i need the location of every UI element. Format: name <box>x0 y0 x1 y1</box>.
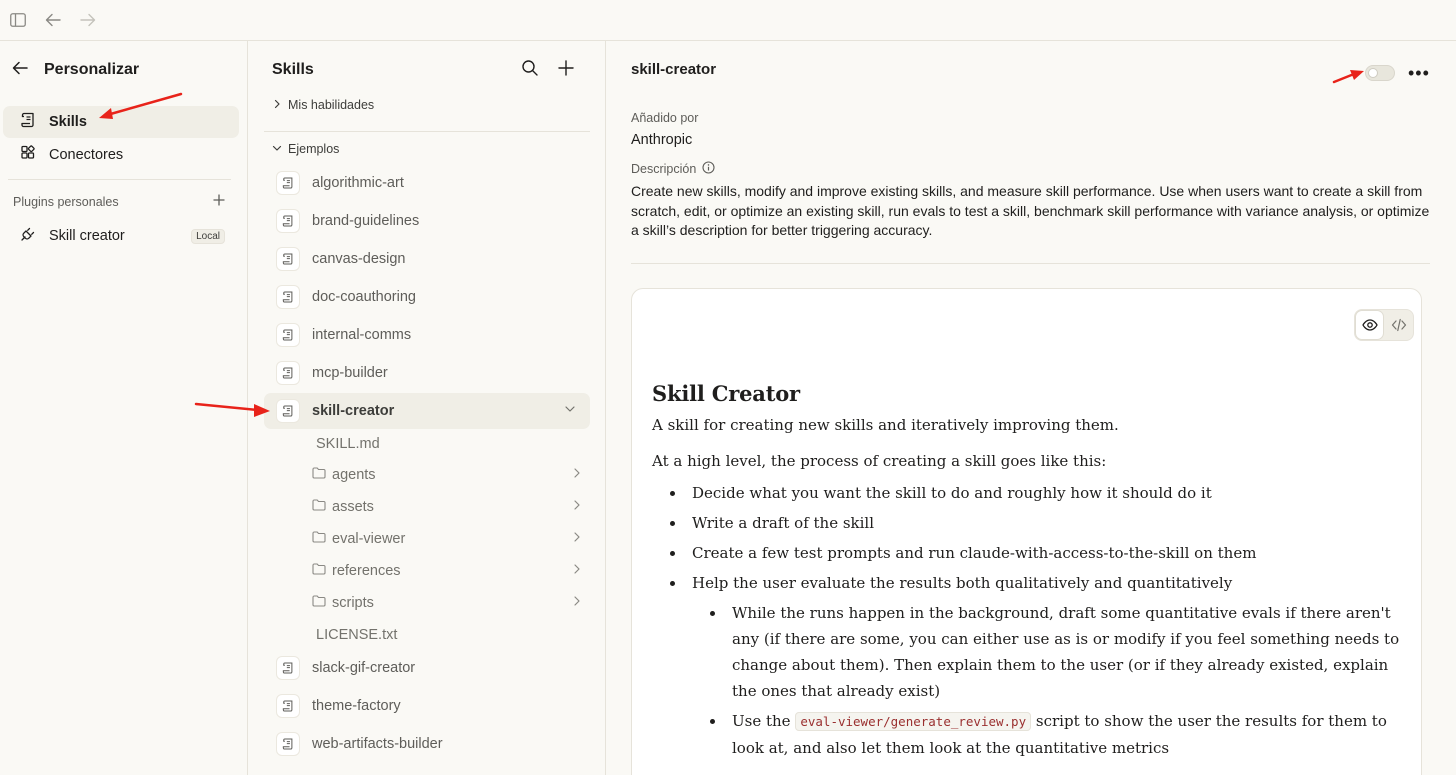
markdown-content <box>652 381 1412 765</box>
doc-process-intro: At a high level, the process of creating a skill goes like this: <box>652 452 1107 470</box>
plus-icon[interactable] <box>557 59 575 82</box>
panel-divider <box>264 131 590 132</box>
search-icon[interactable] <box>521 59 539 82</box>
skill-item[interactable] <box>264 726 590 762</box>
folder-icon <box>312 595 326 611</box>
added-by-label: Añadido por <box>631 111 699 125</box>
chevron-right-icon[interactable] <box>572 563 582 579</box>
list-item: While the runs happen in the background, draft some quantitative evals if there aren't any (if there are some, you can either use as is or modify if you feel something needs to change about them). Then explain them to the user (or if they already existed, explain the ones that already exist) <box>692 600 1412 704</box>
skill-file-icon <box>276 209 300 233</box>
folder-icon <box>312 467 326 483</box>
skill-label: theme-factory <box>312 698 401 714</box>
skill-file-icon <box>276 399 300 423</box>
folder-item[interactable] <box>312 590 582 616</box>
skill-label: brand-guidelines <box>312 213 420 229</box>
list-item-with-sublist <box>652 570 1412 761</box>
group-label: Ejemplos <box>288 142 340 156</box>
settings-sidebar <box>0 41 248 775</box>
skill-file-icon <box>276 361 300 385</box>
skill-label: web-artifacts-builder <box>312 736 443 752</box>
chevron-right-icon[interactable] <box>572 499 582 515</box>
folder-label: assets <box>332 499 374 515</box>
skill-document-preview <box>631 288 1422 775</box>
forward-arrow-icon[interactable] <box>78 10 98 30</box>
folder-item[interactable] <box>312 526 582 552</box>
skill-label: mcp-builder <box>312 365 388 381</box>
skills-panel <box>249 41 606 775</box>
sidebar-item-connectors[interactable] <box>3 139 239 171</box>
skill-item-skill-creator[interactable] <box>264 393 590 429</box>
folder-label: agents <box>332 467 376 483</box>
file-label: SKILL.md <box>316 436 380 452</box>
detail-divider <box>631 263 1430 264</box>
top-bar <box>0 0 1456 41</box>
skill-item[interactable] <box>264 279 590 315</box>
file-item[interactable] <box>312 622 582 648</box>
skill-item[interactable] <box>264 355 590 391</box>
group-mis-habilidades[interactable] <box>272 98 374 112</box>
code-icon[interactable] <box>1384 310 1413 340</box>
skill-label: algorithmic-art <box>312 175 404 191</box>
toggle-knob <box>1368 68 1378 78</box>
skill-item[interactable] <box>264 317 590 353</box>
chevron-right-icon[interactable] <box>572 467 582 483</box>
skill-file-icon <box>276 171 300 195</box>
skill-file-icon <box>276 323 300 347</box>
skill-item[interactable] <box>264 241 590 277</box>
skill-item[interactable] <box>264 165 590 201</box>
skill-file-icon <box>276 285 300 309</box>
doc-bullet-list <box>652 480 1412 761</box>
list-item: Create a few test prompts and run claude-with-access-to-the-skill on them <box>652 540 1412 566</box>
plugins-section-header <box>13 194 225 209</box>
folder-item[interactable] <box>312 558 582 584</box>
doc-sub-list <box>692 600 1412 761</box>
doc-heading: Skill Creator <box>652 381 800 406</box>
skill-item[interactable] <box>264 650 590 686</box>
skill-file-icon <box>276 694 300 718</box>
skill-label: slack-gif-creator <box>312 660 416 676</box>
list-item-suffix: script to show the user the results for them to look at, and also let them look at the quantitative metrics <box>732 712 1387 757</box>
eye-icon[interactable] <box>1355 310 1384 340</box>
skill-file-icon <box>276 247 300 271</box>
sidebar-divider <box>8 179 231 180</box>
sidebar-header <box>12 59 139 81</box>
added-by-value: Anthropic <box>631 132 693 148</box>
skill-title: skill-creator <box>631 61 717 78</box>
skill-label: canvas-design <box>312 251 406 267</box>
chevron-down-icon[interactable] <box>564 403 576 419</box>
local-badge: Local <box>191 229 225 244</box>
list-item: Write a draft of the skill <box>652 510 1412 536</box>
skill-label: skill-creator <box>312 403 395 419</box>
connectors-icon <box>19 144 37 166</box>
doc-intro: A skill for creating new skills and iteratively improving them. <box>652 416 1119 434</box>
skills-panel-title: Skills <box>272 61 314 78</box>
skill-file-icon <box>19 111 37 133</box>
skill-file-icon <box>276 732 300 756</box>
sidebar-item-label: Conectores <box>49 147 124 163</box>
skill-description: Create new skills, modify and improve existing skills, and measure skill performance. Use when users want to create a skill from scratch, edit, or optimize an existing skill, run evals to test a skill, benchmark skill performance with variance analysis, or optimize a skill’s description for better triggering accuracy. <box>631 183 1430 238</box>
description-header <box>631 161 715 177</box>
folder-icon <box>312 499 326 515</box>
view-mode-toggle <box>1354 309 1414 341</box>
list-item: Decide what you want the skill to do and roughly how it should do it <box>652 480 1412 506</box>
plugin-label: Skill creator <box>49 228 125 244</box>
plus-icon[interactable] <box>213 194 225 209</box>
group-label: Mis habilidades <box>288 98 375 112</box>
section-label: Plugins personales <box>13 194 119 209</box>
skill-enable-toggle[interactable] <box>1365 65 1395 81</box>
skill-detail <box>607 41 1456 775</box>
list-item <box>692 708 1412 761</box>
back-arrow-icon[interactable] <box>43 10 63 30</box>
back-arrow-icon[interactable] <box>12 61 28 80</box>
list-item-text: Help the user evaluate the results both qualitatively and quantitatively <box>692 574 1233 592</box>
plugin-item-skill-creator[interactable] <box>3 220 225 252</box>
more-icon[interactable]: ••• <box>1408 63 1430 83</box>
folder-label: references <box>332 563 401 579</box>
info-icon[interactable] <box>702 161 715 177</box>
chevron-down-icon <box>272 142 282 156</box>
chevron-right-icon <box>272 98 282 112</box>
description-label: Descripción <box>631 162 697 176</box>
list-item-prefix: Use the <box>732 712 791 730</box>
folder-label: scripts <box>332 595 374 611</box>
skill-label: doc-coauthoring <box>312 289 416 305</box>
sidebar-title: Personalizar <box>44 61 140 78</box>
skill-label: internal-comms <box>312 327 412 343</box>
folder-icon <box>312 563 326 579</box>
file-item[interactable] <box>312 431 582 457</box>
sidebar-item-label: Skills <box>49 114 87 130</box>
group-ejemplos[interactable] <box>272 142 339 156</box>
skills-panel-actions <box>521 59 575 82</box>
skill-file-icon <box>276 656 300 680</box>
sidebar-toggle-icon[interactable] <box>8 10 28 30</box>
skill-item[interactable] <box>264 203 590 239</box>
sidebar-item-skills[interactable] <box>3 106 239 138</box>
folder-icon <box>312 531 326 547</box>
chevron-right-icon[interactable] <box>572 595 582 611</box>
folder-label: eval-viewer <box>332 531 406 547</box>
folder-item[interactable] <box>312 462 582 488</box>
inline-code: eval-viewer/generate_review.py <box>795 712 1031 731</box>
plug-icon <box>19 225 37 247</box>
folder-item[interactable] <box>312 494 582 520</box>
chevron-right-icon[interactable] <box>572 531 582 547</box>
file-label: LICENSE.txt <box>316 627 398 643</box>
skill-item[interactable] <box>264 688 590 724</box>
